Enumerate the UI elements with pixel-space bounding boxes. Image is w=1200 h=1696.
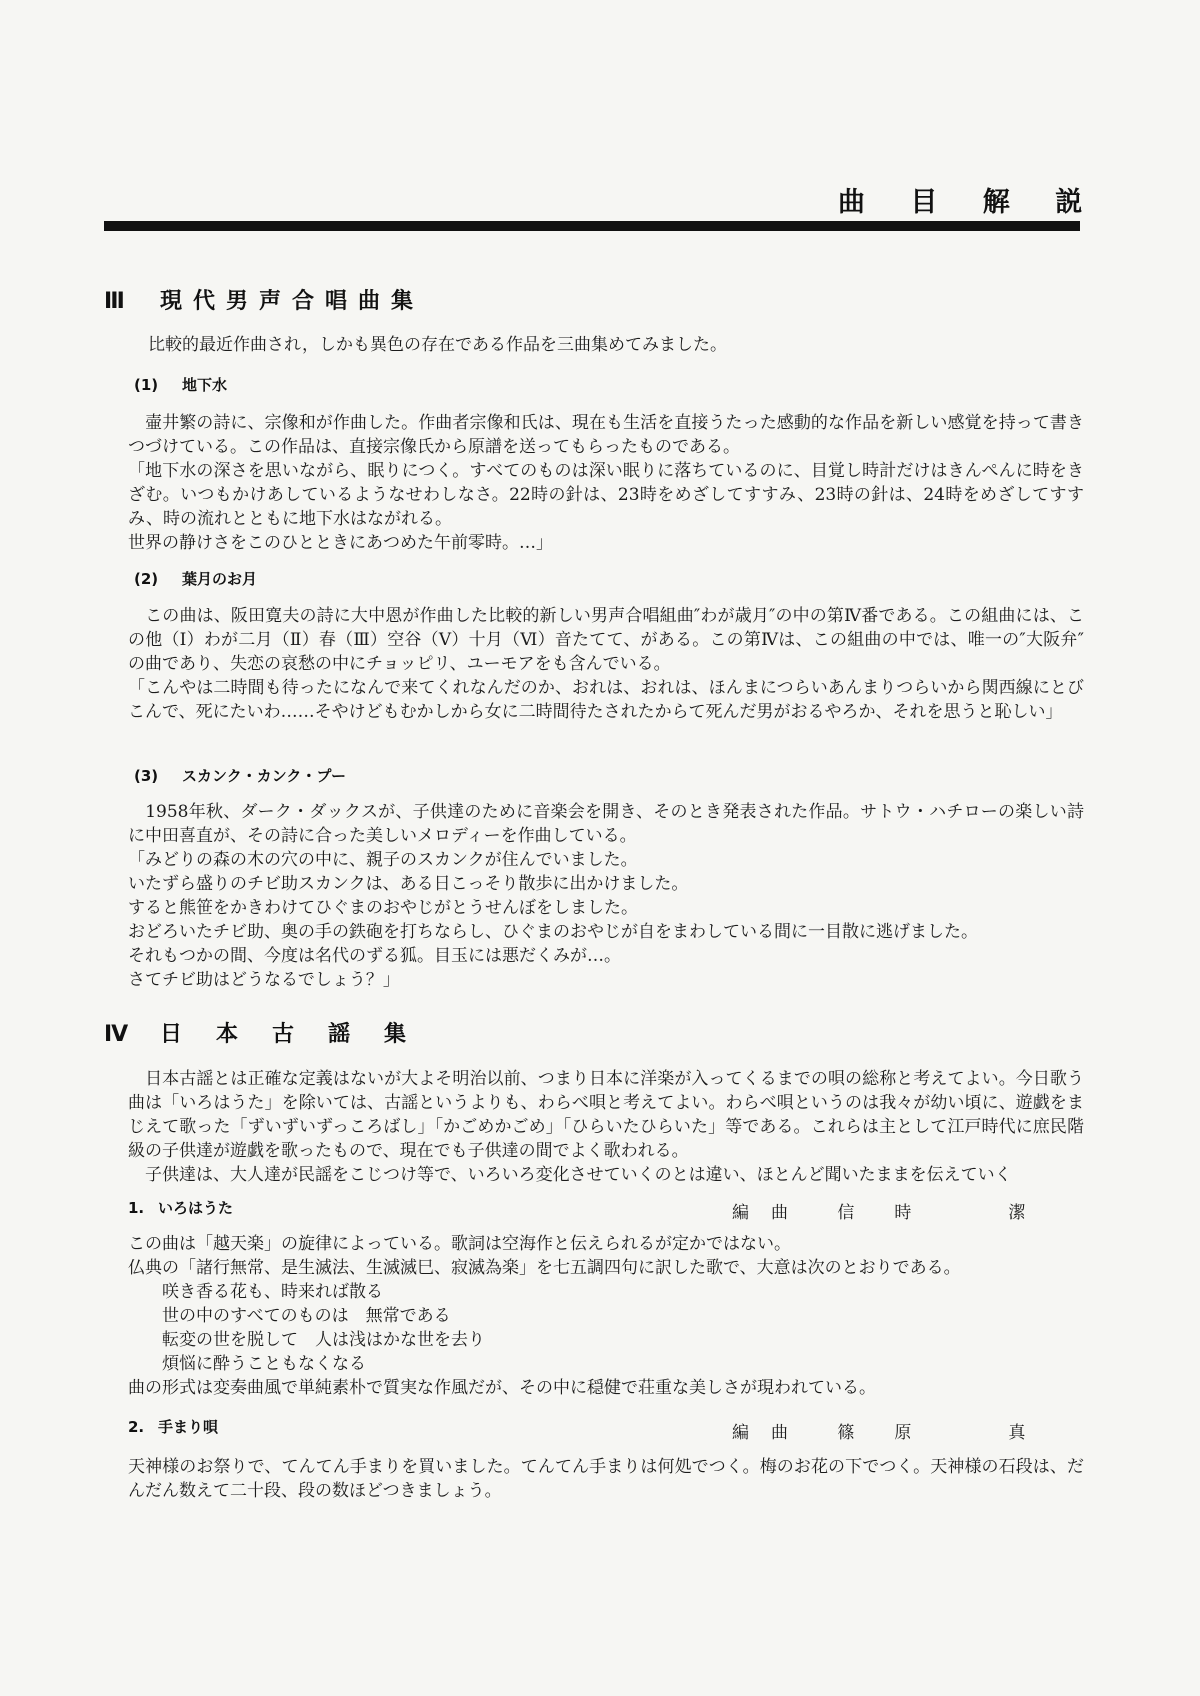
piece-4-arranger-name: 信時 潔 <box>837 1203 1066 1223</box>
piece-2-title: 葉月のお月 <box>182 570 258 588</box>
piece-3-number: (3) <box>134 767 159 785</box>
piece-5-arranger-name: 篠原 真 <box>837 1423 1066 1443</box>
section-3-title <box>104 284 424 315</box>
section-3-number: Ⅲ <box>104 289 125 314</box>
piece-5-number: 2. <box>128 1418 145 1436</box>
piece-2-text: この曲は、阪田寛夫の詩に大中恩が作曲した比較的新しい男声合唱組曲″わが歳月″の中の第Ⅳ番である。この組曲には、この他（Ⅰ）わが二月（Ⅱ）春（Ⅲ）空谷（Ⅴ）十月（Ⅵ）音たてて、がある。この第Ⅳは、この組曲の中では、唯一の″大阪弁″の曲であり、失恋の哀愁の中にチョッピリ、ユーモアをも含んでいる。 「こんやは二時間も待ったになんで来てくれなんだのか、おれは、おれは、ほんまにつらいあんまりつらいから関西線にとびこんで、死にたいわ……そやけどもむかしから女に二時間待たされたからて死んだ男がおるやろか、それを思うと恥しい」 <box>128 606 1084 722</box>
piece-5-heading <box>128 1416 218 1437</box>
piece-4-heading <box>128 1197 233 1218</box>
piece-1-text: 壷井繁の詩に、宗像和が作曲した。作曲者宗像和氏は、現在も生活を直接うたった感動的な作品を新しい感覚を持って書きつづけている。この作品は、直接宗像氏から原譜を送ってもらったものである。 「地下水の深さを思いながら、眠りにつく。すべてのものは深い眠りに落ちているのに、目覚し時計だけはきんぺんに時をきざむ。いつもかけあしているようなせわしなさ。22時の針は、23時をめざしてすすみ、23時の針は、24時をめざしてすすみ、時の流れとともに地下水はながれる。 世界の静けさをこのひとときにあつめた午前零時。…」 <box>128 413 1084 553</box>
piece-5-arranger-label: 編曲 <box>732 1423 810 1443</box>
section-4-name: 日本古謡集 <box>160 1022 441 1047</box>
piece-3-text: 1958年秋、ダーク・ダックスが、子供達のために音楽会を開き、そのとき発表された作品。サトウ・ハチローの楽しい詩に中田喜直が、その詩に合った美しいメロディーを作曲している。 「みどりの森の木の穴の中に、親子のスカンクが住んでいました。 いたずら盛りのチビ助スカンクは、ある日こっそり散歩に出かけました。 すると熊笹をかきわけてひぐまのおやじがとうせんぼをしました。 おどろいたチビ助、奥の手の鉄砲を打ちならし、ひぐまのおやじが自をまわしている間に一目散に逃げました。 それもつかの間、今度は名代のずる狐。目玉には悪だくみが…。 さてチビ助はどうなるでしょう？」 <box>128 802 1084 990</box>
header-rule <box>104 221 1080 231</box>
piece-1-number: (1) <box>134 376 159 394</box>
page-header-title: 曲 目 解 説 <box>838 187 1101 218</box>
piece-5-text: 天神様のお祭りで、てんてん手まりを買いました。てんてん手まりは何処でつく。梅のお花の下でつく。天神様の石段は、だんだん数えて二十段、段の数ほどつきましょう。 <box>128 1457 1084 1501</box>
section-4-number: Ⅳ <box>104 1022 129 1047</box>
piece-5-arranger <box>732 1418 1065 1443</box>
piece-5-title: 手まり唄 <box>158 1418 219 1436</box>
piece-3-heading <box>134 765 346 786</box>
piece-1-title: 地下水 <box>182 376 228 394</box>
section-3-intro: 比較的最近作曲され，しかも異色の存在である作品を三曲集めてみました。 <box>148 335 728 355</box>
section-4-title <box>104 1017 440 1048</box>
section-3-name: 現代男声合唱曲集 <box>160 289 425 314</box>
piece-2-number: (2) <box>134 570 159 588</box>
piece-4-title: いろはうた <box>158 1199 234 1217</box>
piece-4-text: この曲は「越天楽」の旋律によっている。歌詞は空海作と伝えられるが定かではない。 仏典の「諸行無常、是生滅法、生滅滅巳、寂滅為楽」を七五調四句に訳した歌で、大意は次のとおりである。 咲き香る花も、時来れば散る 世の中のすべてのものは 無常である 転変の世を脱して 人は浅はかな世を去り 煩悩に酔うこともなくなる 曲の形式は変奏曲風で単純素朴で質実な作風だが、その中に穏健で荘重な美しさが現われている。 <box>128 1234 961 1398</box>
piece-4-arranger-label: 編曲 <box>732 1203 810 1223</box>
piece-3-title: スカンク・カンク・プー <box>182 767 346 785</box>
piece-4-number: 1. <box>128 1199 145 1217</box>
piece-4-arranger <box>732 1198 1065 1223</box>
piece-2-heading <box>134 568 257 589</box>
piece-1-heading <box>134 374 227 395</box>
section-4-intro: 日本古謡とは正確な定義はないが大よそ明治以前、つまり日本に洋楽が入ってくるまでの唄の総称と考えてよい。今日歌う曲は「いろはうた」を除いては、古謡というよりも、わらべ唄と考えてよい。わらべ唄というのは我々が幼い頃に、遊戯をまじえて歌った「ずいずいずっころばし」「かごめかごめ」「ひらいたひらいた」等である。これらは主として江戸時代に庶民階級の子供達が遊戯を歌ったもので、現在でも子供達の間でよく歌われる。 子供達は、大人達が民謡をこじつけ等で、いろいろ変化させていくのとは違い、ほとんど聞いたままを伝えていく <box>128 1069 1084 1185</box>
